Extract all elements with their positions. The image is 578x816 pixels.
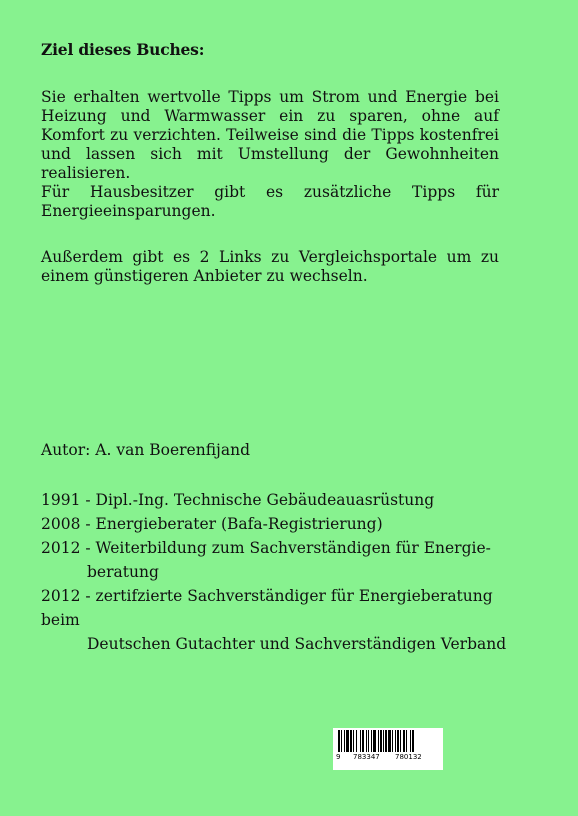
- barcode-bar: [388, 730, 391, 752]
- barcode-bar: [397, 730, 399, 752]
- barcode-bar: [373, 730, 376, 752]
- barcode-bar: [346, 730, 349, 752]
- author-cv: [41, 488, 511, 656]
- barcode-bar: [403, 730, 405, 752]
- barcode-bars: [336, 730, 440, 754]
- cv-entry-text: 2012 - Weiterbildung zum Sachverständigen für Energie-: [41, 539, 491, 557]
- paragraph-intro: Sie erhalten wertvolle Tipps um Strom und Energie bei Heizung und Warmwasser ein zu sparen, ohne auf Komfort zu verzichten. Teilweise sind die Tipps kostenfrei und lassen sich mit Umstellung der Gewohnheiten realisieren.: [41, 88, 499, 182]
- barcode-digit: 9: [336, 753, 341, 761]
- barcode-bar: [400, 730, 401, 752]
- barcode-bar: [368, 730, 369, 752]
- barcode-bar: [410, 730, 411, 752]
- isbn-barcode: [333, 728, 443, 770]
- barcode-bar: [392, 730, 393, 752]
- barcode-bar: [344, 730, 345, 752]
- cv-entry: [41, 584, 511, 656]
- barcode-bar: [356, 730, 357, 752]
- barcode-digits-right: 780132: [395, 753, 422, 761]
- barcode-bar: [350, 730, 352, 752]
- barcode-bar: [360, 730, 361, 752]
- cv-entry-continuation: beratung: [87, 563, 159, 581]
- cv-entry-continuation: Deutschen Gutachter und Sachverständigen Verband: [87, 635, 507, 653]
- barcode-bar: [406, 730, 407, 752]
- barcode-bar: [383, 730, 384, 752]
- barcode-bar: [353, 730, 354, 752]
- barcode-digits-left: 783347: [353, 753, 380, 761]
- cv-entry: [41, 512, 511, 536]
- cv-entry-text: 1991 - Dipl.-Ing. Technische Gebäudeauasrüstung: [41, 491, 435, 509]
- barcode-bar: [412, 730, 414, 752]
- section-heading: Ziel dieses Buches:: [41, 40, 205, 59]
- barcode-bar: [366, 730, 367, 752]
- barcode-bar: [371, 730, 372, 752]
- barcode-bar: [380, 730, 382, 752]
- cv-entry: [41, 536, 511, 584]
- barcode-bar: [385, 730, 387, 752]
- barcode-bar: [338, 730, 340, 752]
- barcode-bar: [378, 730, 379, 752]
- barcode-bar: [362, 730, 364, 752]
- barcode-bar: [395, 730, 396, 752]
- cv-entry-text: 2008 - Energieberater (Bafa-Registrierung): [41, 515, 383, 533]
- author-line: Autor: A. van Boerenfijand: [41, 441, 251, 459]
- paragraph-homeowners: Für Hausbesitzer gibt es zusätzliche Tipps für Energieeinsparungen.: [41, 183, 499, 220]
- paragraph-links: Außerdem gibt es 2 Links zu Vergleichsportale um zu einem günstigeren Anbieter zu wechseln.: [41, 248, 499, 285]
- cv-entry-text: 2012 - zertifzierte Sachverständiger für Energieberatung beim: [41, 587, 493, 629]
- barcode-bar: [341, 730, 342, 752]
- cv-entry: [41, 488, 511, 512]
